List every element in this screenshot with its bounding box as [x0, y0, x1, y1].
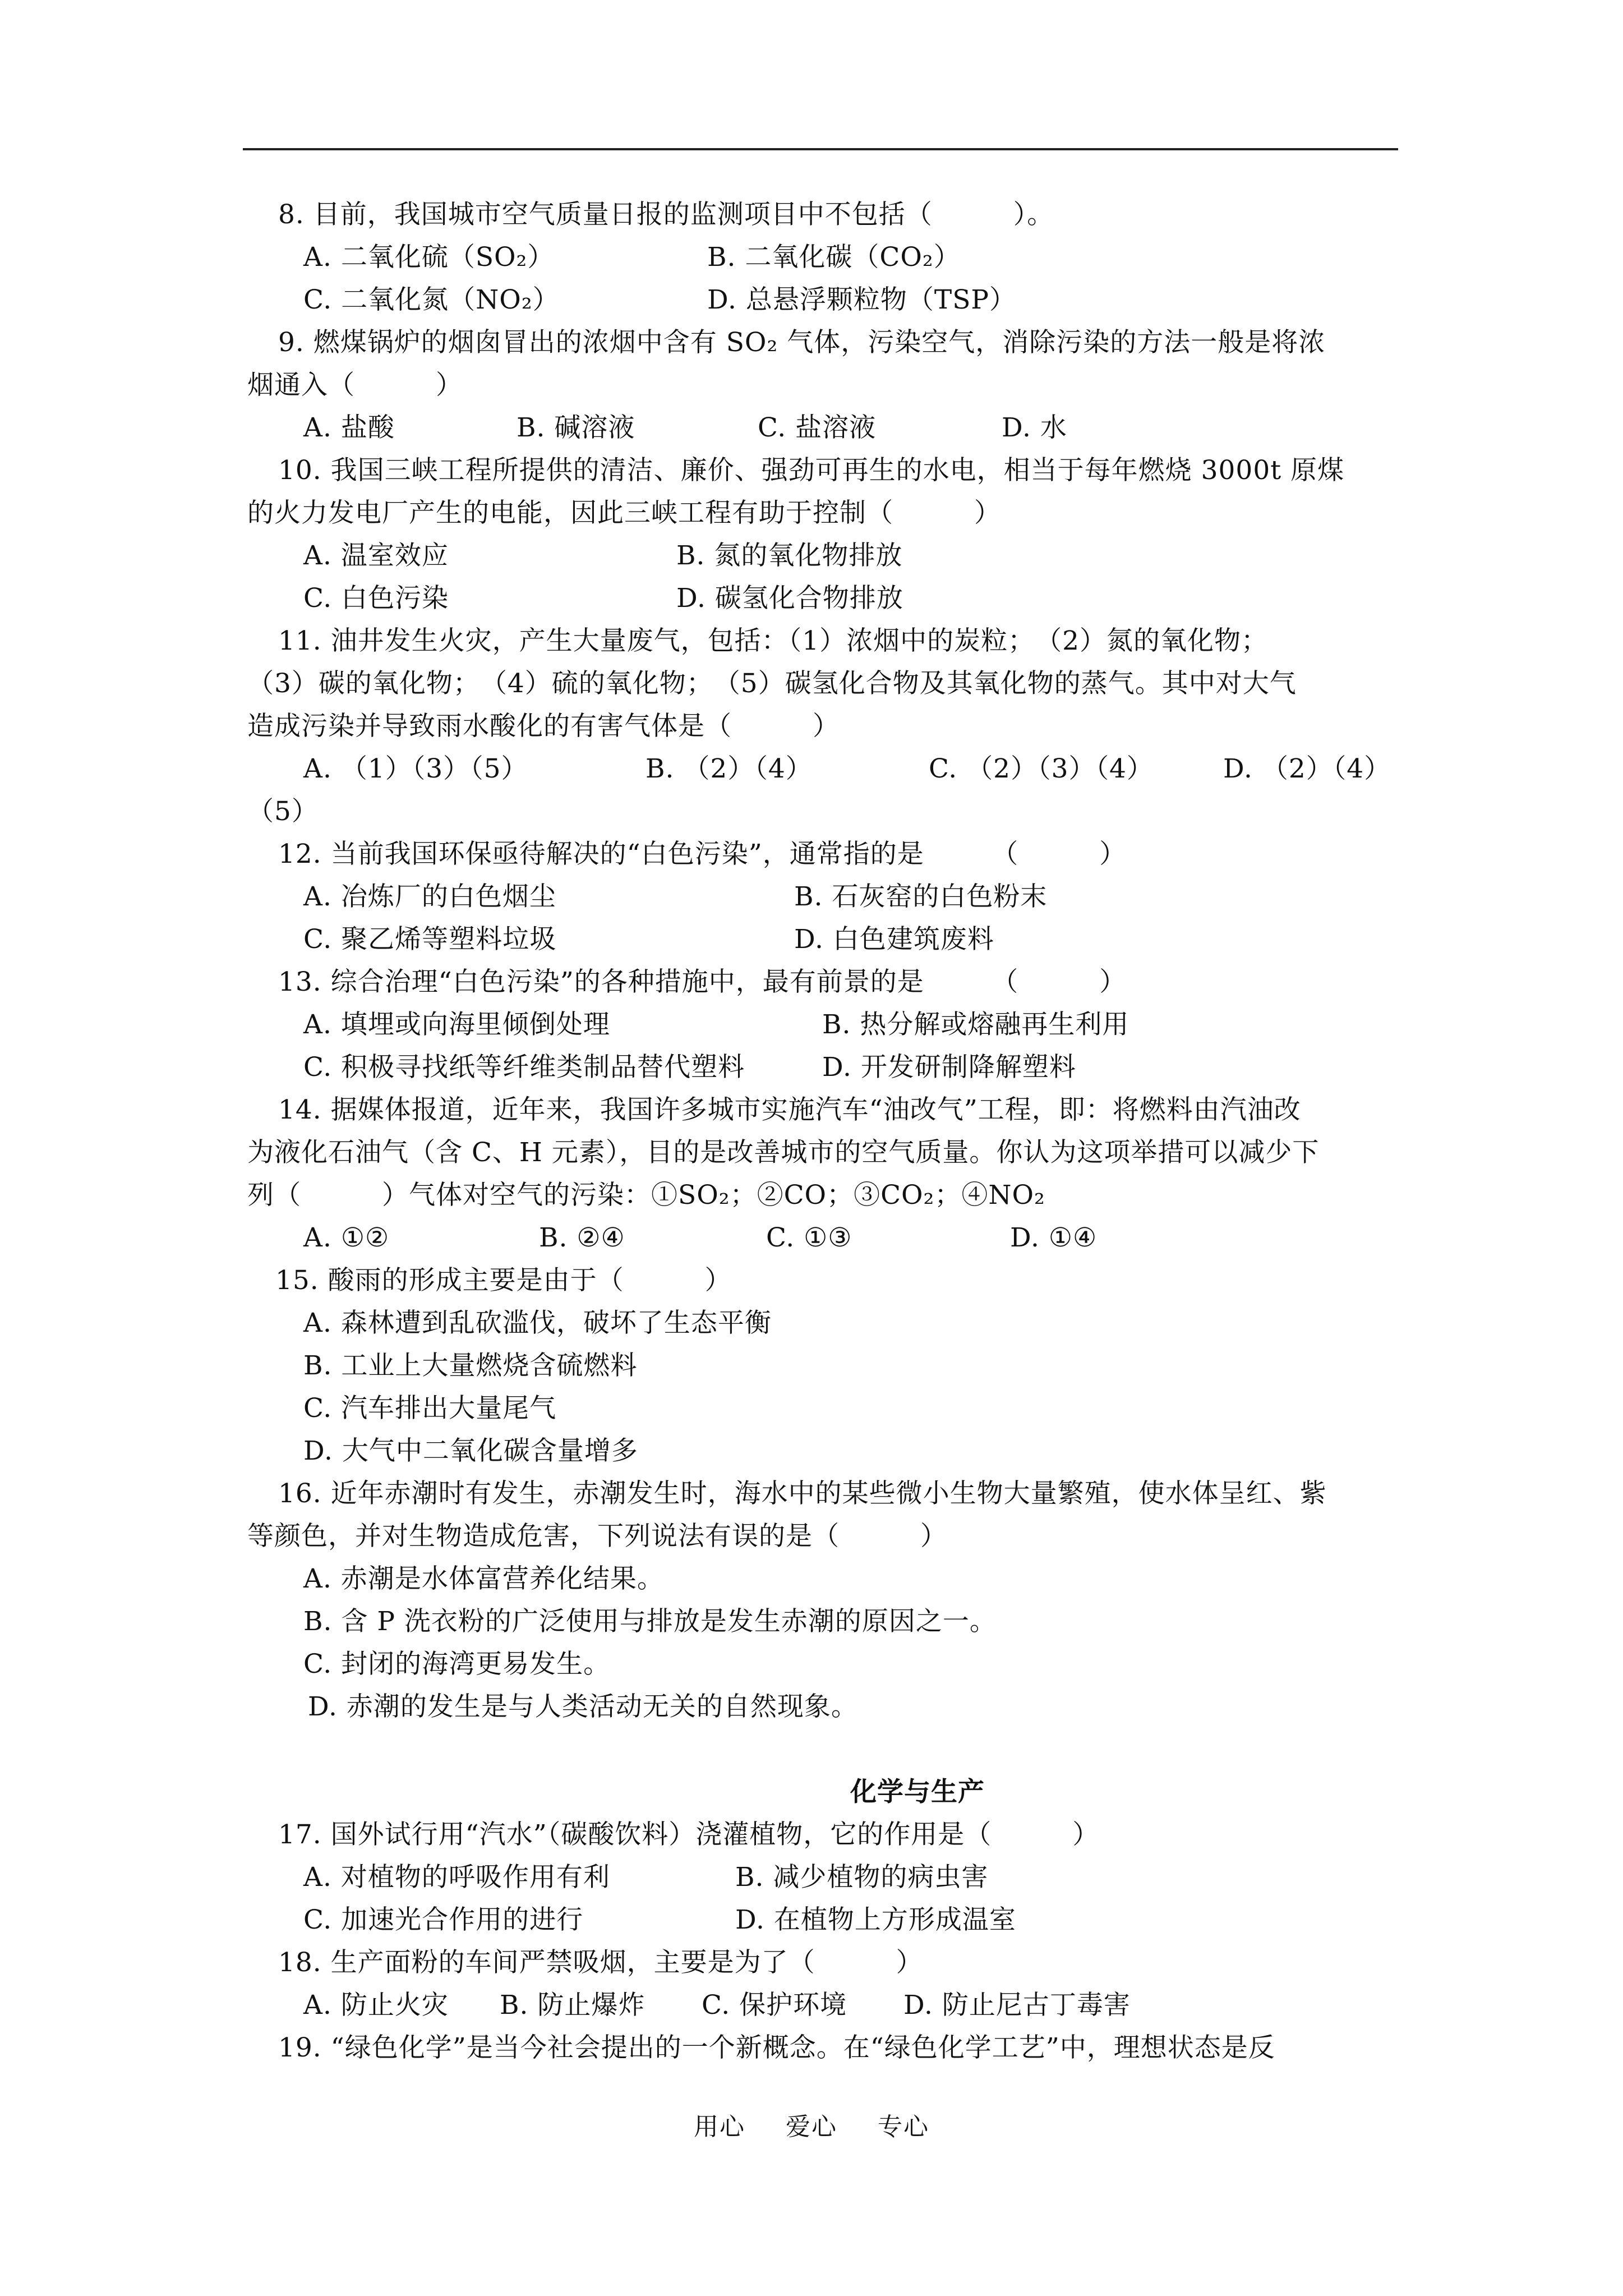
header-rule [243, 148, 1398, 150]
question-14-stem-line3: 列（ ）气体对空气的污染：①SO₂；②CO；③CO₂；④NO₂ [247, 1180, 1045, 1211]
question-16-option-c: C. 封闭的海湾更易发生。 [303, 1649, 611, 1680]
question-9-stem-line2: 烟通入（ ） [247, 370, 463, 401]
question-8-option-a: A. 二氧化硫（SO₂） [303, 242, 555, 273]
question-17-option-d: D. 在植物上方形成温室 [735, 1904, 1016, 1935]
question-17-option-c: C. 加速光合作用的进行 [303, 1904, 584, 1935]
question-11-stem-line3: 造成污染并导致雨水酸化的有害气体是（ ） [247, 711, 840, 742]
question-16-option-a: A. 赤潮是水体富营养化结果。 [303, 1563, 664, 1594]
question-11-option-a: A. （1）（3）（5） [303, 753, 528, 784]
section-title: 化学与生产 [850, 1777, 985, 1807]
question-13-options-row2 [247, 1046, 1403, 1089]
question-16-stem-line1: 16. 近年赤潮时有发生，赤潮发生时，海水中的某些微小生物大量繁殖，使水体呈红、紫 [278, 1478, 1327, 1509]
exam-page-content [247, 194, 1403, 2069]
question-8-stem: 8. 目前，我国城市空气质量日报的监测项目中不包括（ ）。 [278, 199, 1054, 230]
question-15-option-d: D. 大气中二氧化碳含量增多 [303, 1435, 638, 1466]
question-17-option-a: A. 对植物的呼吸作用有利 [303, 1862, 610, 1893]
question-11-stem-line2: （3）碳的氧化物； （4）硫的氧化物； （5）碳氢化合物及其氧化物的蒸气。其中对大气 [247, 668, 1297, 699]
question-14-stem-line1: 14. 据媒体报道，近年来，我国许多城市实施汽车“油改气”工程，即：将燃料由汽油改 [278, 1094, 1301, 1125]
question-10-options-row1 [247, 535, 1403, 577]
question-17-option-b: B. 减少植物的病虫害 [735, 1862, 989, 1893]
question-13-option-c: C. 积极寻找纸等纤维类制品替代塑料 [303, 1052, 745, 1083]
question-12-stem: 12. 当前我国环保亟待解决的“白色污染”，通常指的是 （ ） [278, 839, 1127, 869]
question-15-option-a: A. 森林遭到乱砍滥伐，破坏了生态平衡 [303, 1308, 772, 1338]
question-9-option-a: A. 盐酸 [303, 412, 395, 443]
question-14-option-c: C. ①③ [766, 1222, 852, 1253]
question-18-option-a: A. 防止火灾 [303, 1990, 449, 2021]
question-18-option-b: B. 防止爆炸 [500, 1990, 645, 2021]
question-13-option-a: A. 填埋或向海里倾倒处理 [303, 1009, 610, 1040]
question-11-option-d-continued: （5） [247, 796, 319, 827]
question-11-stem-line1: 11. 油井发生火灾，产生大量废气，包括：（1）浓烟中的炭粒； （2）氮的氧化物； [278, 625, 1268, 656]
question-17-options-row2 [247, 1899, 1403, 1941]
question-18-option-d: D. 防止尼古丁毒害 [903, 1990, 1131, 2021]
question-17-options-row1 [247, 1856, 1403, 1899]
question-11-option-c: C. （2）（3）（4） [929, 753, 1154, 784]
question-9-stem-line1: 9. 燃煤锅炉的烟囱冒出的浓烟中含有 SO₂ 气体，污染空气，消除污染的方法一般是将浓 [278, 327, 1326, 358]
question-14-stem-line2: 为液化石油气（含 C、H 元素），目的是改善城市的空气质量。你认为这项举措可以减少下 [247, 1137, 1320, 1168]
question-18-options [247, 1984, 1403, 2027]
question-10-option-a: A. 温室效应 [303, 540, 449, 571]
question-8-options-row1 [247, 236, 1403, 279]
question-13-stem: 13. 综合治理“白色污染”的各种措施中，最有前景的是 （ ） [278, 967, 1127, 997]
question-9-options [247, 407, 1403, 449]
footer-word-1: 用心 [694, 2113, 745, 2141]
footer-word-2: 爱心 [786, 2113, 837, 2141]
question-9-option-b: B. 碱溶液 [517, 412, 635, 443]
question-8-option-c: C. 二氧化氮（NO₂） [303, 284, 560, 315]
question-10-stem-line1: 10. 我国三峡工程所提供的清洁、廉价、强劲可再生的水电，相当于每年燃烧 3000t 原煤 [278, 455, 1345, 486]
question-10-option-c: C. 白色污染 [303, 583, 449, 614]
question-13-option-b: B. 热分解或熔融再生利用 [822, 1009, 1129, 1040]
question-9-option-d: D. 水 [1002, 412, 1067, 443]
question-11-option-b: B. （2）（4） [645, 753, 813, 784]
question-14-option-a: A. ①② [303, 1222, 390, 1253]
question-17-stem: 17. 国外试行用“汽水”（碳酸饮料）浇灌植物，它的作用是（ ） [278, 1819, 1100, 1850]
question-16-option-b: B. 含 P 洗衣粉的广泛使用与排放是发生赤潮的原因之一。 [303, 1606, 997, 1637]
question-12-option-b: B. 石灰窑的白色粉末 [794, 881, 1048, 912]
question-10-stem-line2: 的火力发电厂产生的电能，因此三峡工程有助于控制（ ） [247, 498, 1001, 528]
question-14-option-d: D. ①④ [1010, 1222, 1098, 1253]
question-19-stem-line1: 19. “绿色化学”是当今社会提出的一个新概念。在“绿色化学工艺”中，理想状态是反 [278, 2032, 1275, 2063]
question-14-options [247, 1217, 1403, 1259]
question-10-options-row2 [247, 577, 1403, 620]
footer-word-3: 专心 [878, 2113, 929, 2141]
page-footer [0, 2106, 1623, 2142]
question-8-option-d: D. 总悬浮颗粒物（TSP） [707, 284, 1017, 315]
question-15-option-b: B. 工业上大量燃烧含硫燃料 [303, 1350, 638, 1381]
question-12-options-row1 [247, 876, 1403, 918]
question-12-option-a: A. 冶炼厂的白色烟尘 [303, 881, 556, 912]
question-14-option-b: B. ②④ [539, 1222, 625, 1253]
question-16-option-d: D. 赤潮的发生是与人类活动无关的自然现象。 [308, 1691, 858, 1722]
question-18-option-c: C. 保护环境 [702, 1990, 847, 2021]
question-18-stem: 18. 生产面粉的车间严禁吸烟，主要是为了（ ） [278, 1947, 923, 1978]
question-13-option-d: D. 开发研制降解塑料 [822, 1052, 1076, 1083]
question-11-options [247, 748, 1403, 790]
question-11-option-d: D. （2）（4） [1223, 753, 1391, 784]
question-10-option-d: D. 碳氢化合物排放 [676, 583, 903, 614]
question-10-option-b: B. 氮的氧化物排放 [676, 540, 903, 571]
question-8-option-b: B. 二氧化碳（CO₂） [707, 242, 961, 273]
question-12-option-c: C. 聚乙烯等塑料垃圾 [303, 924, 557, 955]
question-15-option-c: C. 汽车排出大量尾气 [303, 1393, 557, 1424]
question-12-option-d: D. 白色建筑废料 [794, 924, 994, 955]
question-13-options-row1 [247, 1004, 1403, 1046]
question-12-options-row2 [247, 918, 1403, 961]
question-16-stem-line2: 等颜色，并对生物造成危害，下列说法有误的是（ ） [247, 1521, 947, 1552]
question-8-options-row2 [247, 279, 1403, 321]
question-15-stem: 15. 酸雨的形成主要是由于（ ） [275, 1265, 732, 1296]
question-9-option-c: C. 盐溶液 [758, 412, 877, 443]
